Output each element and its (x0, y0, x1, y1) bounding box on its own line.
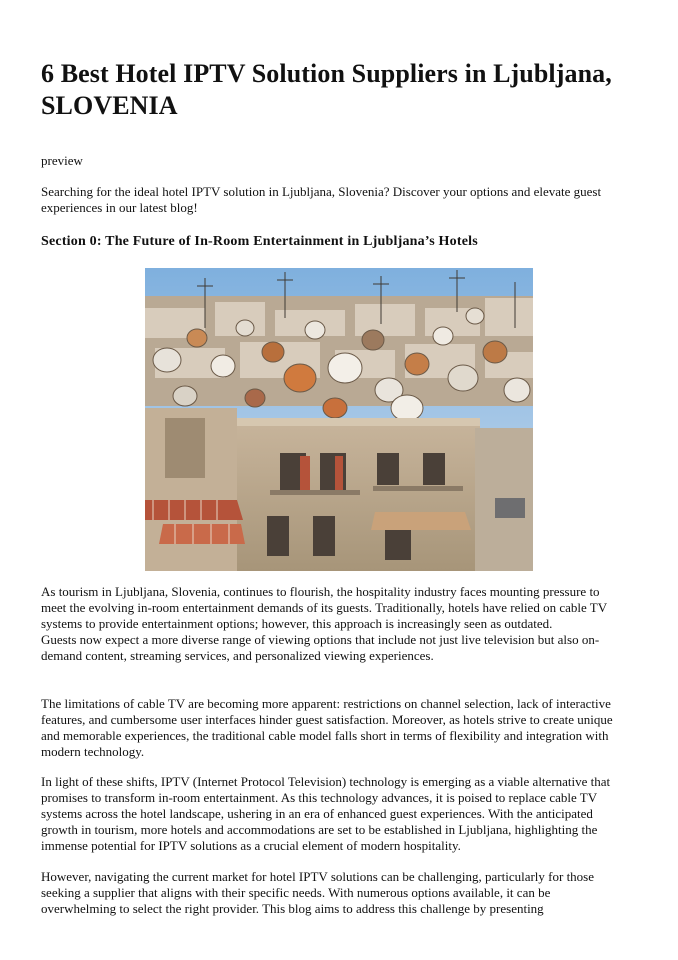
body-paragraph-1 (41, 584, 626, 664)
intro-paragraph: Searching for the ideal hotel IPTV solution in Ljubljana, Slovenia? Discover your options and elevate guest experiences in our latest blog! (41, 184, 602, 215)
article-title: 6 Best Hotel IPTV Solution Suppliers in Ljubljana, SLOVENIA (41, 59, 612, 120)
section-heading: Section 0: The Future of In-Room Entertainment in Ljubljana’s Hotels (41, 234, 478, 249)
paragraph-2-text: Guests now expect a more diverse range of viewing options that include not just live television but also on- demand content, streaming services, and personalized viewing experiences. (41, 632, 600, 663)
body-paragraph-3: In light of these shifts, IPTV (Internet Protocol Television) technology is emerging as a viable alternative that promises to transform in-room entertainment. As this technology advances, it is poised to replace cable TV systems across the hotel landscape, ushering in an era of enhanced guest experiences. With the anticipated growth in tourism, more hotels and accommodations are set to be established in Ljubljana, highlighting the immense potential for IPTV solutions as a crucial element of modern hospitality. (41, 774, 611, 853)
preview-label: preview (41, 153, 83, 168)
rooftop-satellite-dishes-photo (145, 268, 533, 571)
rooftop-photo-illustration (145, 268, 533, 571)
body-paragraph-2: The limitations of cable TV are becoming more apparent: restrictions on channel selection, lack of interactive features, and cumbersome user interfaces hinder guest satisfaction. Moreover, as hotels strive to create unique and memorable experiences, the traditional cable model falls short in terms of flexibility and integration with modern technology. (41, 696, 613, 759)
body-paragraph-4: However, navigating the current market for hotel IPTV solutions can be challenging, particularly for those seeking a supplier that aligns with their specific needs. With numerous options available, it can be overwhelming to select the right provider. This blog aims to address this challenge by presenting (41, 869, 595, 916)
paragraph-1-text: As tourism in Ljubljana, Slovenia, continues to flourish, the hospitality industry faces mounting pressure to meet the evolving in-room entertainment demands of its guests. Traditionally, hotels have relied on cable TV systems to provide entertainment options; however, this approach is increasingly seen as outdated. (41, 584, 607, 631)
